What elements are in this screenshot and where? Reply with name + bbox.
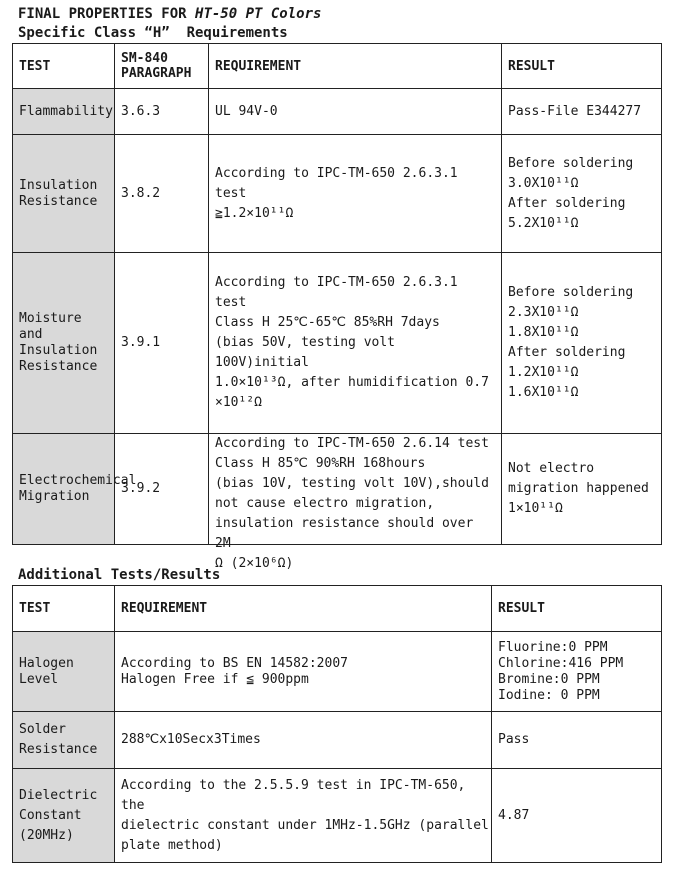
table-row (13, 434, 662, 545)
test-name: Halogen Level (13, 632, 115, 712)
requirement-cell: According to IPC-TM-650 2.6.3.1 test ≧1.2×10¹¹Ω (209, 135, 502, 253)
document-title (18, 6, 321, 22)
title-product: HT-50 PT Colors (195, 6, 322, 22)
requirement-cell: UL 94V-0 (209, 89, 502, 135)
result-cell: Pass (492, 712, 662, 769)
table-row (13, 632, 662, 712)
header-test: TEST (13, 586, 115, 632)
test-name: Solder Resistance (13, 712, 115, 769)
result-cell: Pass-File E344277 (502, 89, 662, 135)
result-cell: 4.87 (492, 769, 662, 863)
requirement-cell: According to IPC-TM-650 2.6.14 test Class H 85℃ 90%RH 168hours (bias 10V, testing volt 10V),should not cause electro migration, insulation resistance should over 2M Ω (2×10⁶Ω) (209, 434, 502, 545)
table-row (13, 253, 662, 434)
additional-tests-table (12, 585, 662, 863)
additional-heading: Additional Tests/Results (18, 567, 221, 583)
requirement-cell: According to BS EN 14582:2007 Halogen Free if ≦ 900ppm (115, 632, 492, 712)
paragraph-number: 3.9.1 (115, 253, 209, 434)
header-result: RESULT (502, 44, 662, 89)
paragraph-number: 3.9.2 (115, 434, 209, 545)
table-row (13, 712, 662, 769)
header-paragraph: SM-840 PARAGRAPH (115, 44, 209, 89)
paragraph-number: 3.8.2 (115, 135, 209, 253)
title-prefix: FINAL PROPERTIES FOR (18, 6, 196, 22)
table-header-row (13, 586, 662, 632)
specific-requirements-table (12, 43, 662, 571)
result-cell: Fluorine:0 PPM Chlorine:416 PPM Bromine:0 PPM Iodine: 0 PPM (492, 632, 662, 712)
result-cell: Before soldering 3.0X10¹¹Ω After soldering 5.2X10¹¹Ω (502, 135, 662, 253)
section-subtitle: Specific Class “H” Requirements (18, 25, 288, 41)
test-name: Dielectric Constant (20MHz) (13, 769, 115, 863)
table-header-row (13, 44, 662, 89)
header-requirement: REQUIREMENT (115, 586, 492, 632)
header-test: TEST (13, 44, 115, 89)
test-name: Insulation Resistance (13, 135, 115, 253)
table-row (13, 135, 662, 253)
test-name: Electrochemical Migration (13, 434, 115, 545)
table-row (13, 769, 662, 863)
requirement-cell: 288℃x10Secx3Times (115, 712, 492, 769)
requirement-cell: According to the 2.5.5.9 test in IPC-TM-650, the dielectric constant under 1MHz-1.5GHz (parallel plate method) (115, 769, 492, 863)
result-cell: Not electro migration happened 1×10¹¹Ω (502, 434, 662, 545)
paragraph-number: 3.6.3 (115, 89, 209, 135)
table-row (13, 89, 662, 135)
header-requirement: REQUIREMENT (209, 44, 502, 89)
result-cell: Before soldering 2.3X10¹¹Ω 1.8X10¹¹Ω After soldering 1.2X10¹¹Ω 1.6X10¹¹Ω (502, 253, 662, 434)
test-name: Flammability (13, 89, 115, 135)
test-name: Moisture and Insulation Resistance (13, 253, 115, 434)
header-result: RESULT (492, 586, 662, 632)
requirement-cell: According to IPC-TM-650 2.6.3.1 test Class H 25℃-65℃ 85%RH 7days (bias 50V, testing volt 100V)initial 1.0×10¹³Ω, after humidification 0.7 ×10¹²Ω (209, 253, 502, 434)
